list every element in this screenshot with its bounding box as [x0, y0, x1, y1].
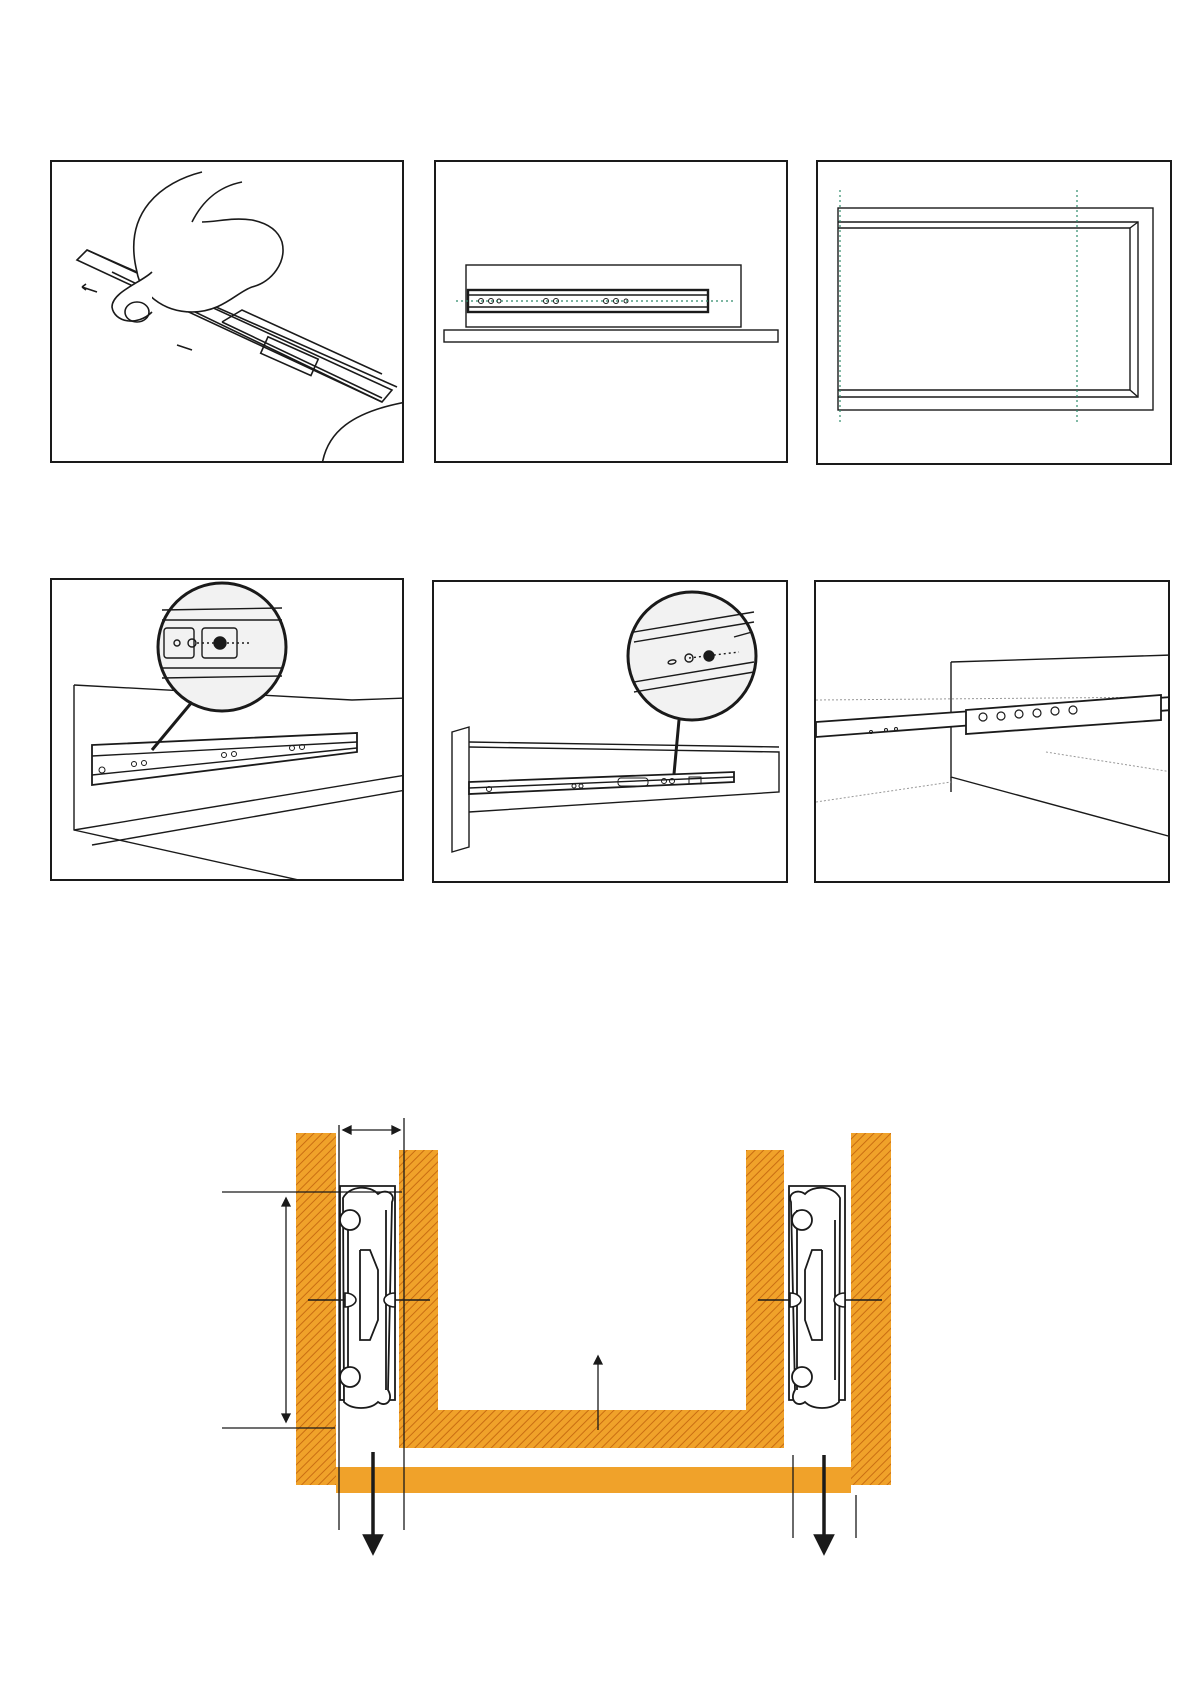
- hand-release-illustration: [52, 162, 404, 463]
- cross-section-diagram: [0, 1090, 1191, 1560]
- step-3-panel: [816, 160, 1172, 465]
- slide-on-side-panel-illustration: [436, 162, 788, 463]
- drawer-member-screw-illustration: [434, 582, 788, 883]
- cabinet-member-screw-illustration: [52, 580, 404, 881]
- drawer-box-section: [399, 1150, 784, 1448]
- right-cabinet-side: [851, 1133, 891, 1485]
- step-4-panel: [50, 578, 404, 881]
- drawer-front-bar: [336, 1467, 851, 1493]
- cabinet-top-view-illustration: [818, 162, 1172, 465]
- left-cabinet-side: [296, 1133, 336, 1485]
- drawer-insertion-illustration: [816, 582, 1170, 883]
- step-2-panel: [434, 160, 788, 463]
- step-1-panel: [50, 160, 404, 463]
- step-6-panel: [814, 580, 1170, 883]
- step-5-panel: [432, 580, 788, 883]
